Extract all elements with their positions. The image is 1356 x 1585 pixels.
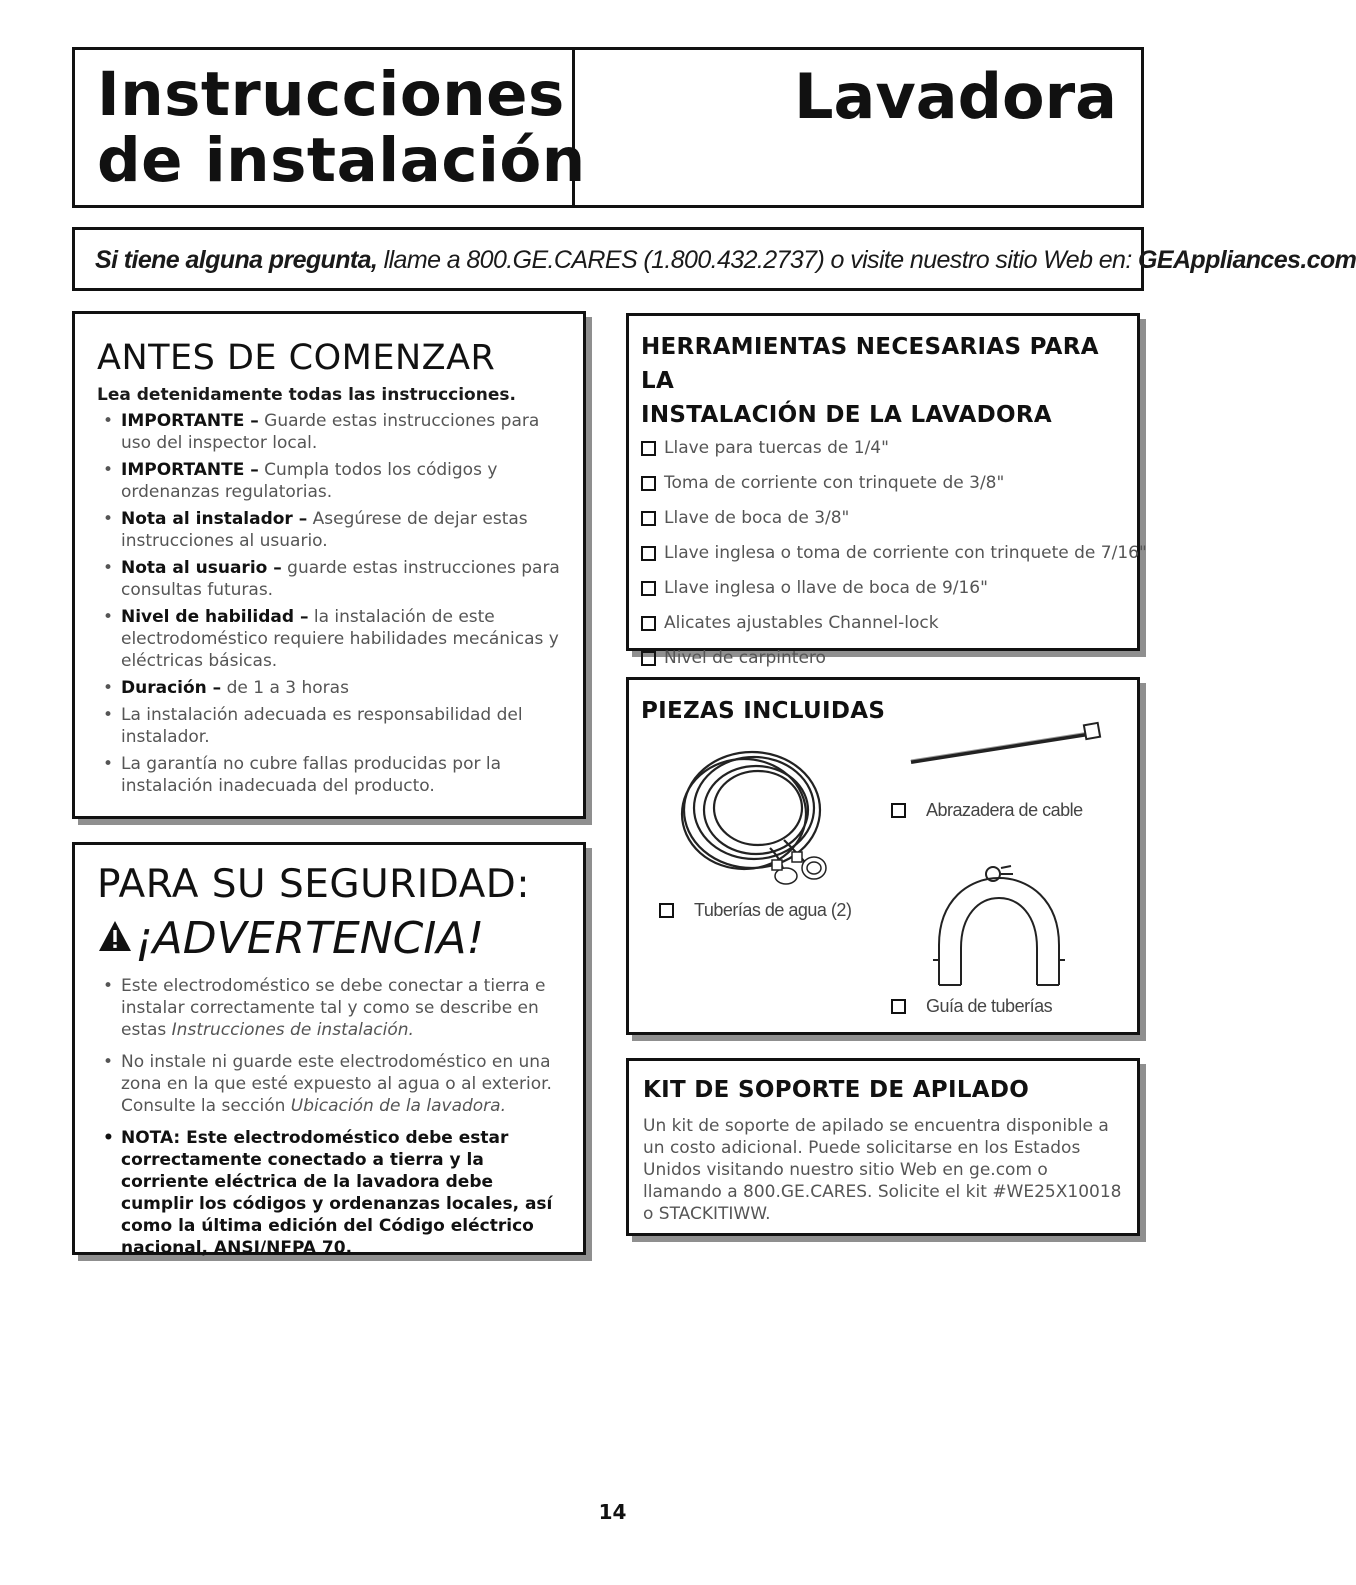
checkbox[interactable] [891,803,906,818]
tools-checklist [641,436,1147,670]
item-text: Este electrodoméstico se debe conectar a tierra e instalar correctamente tal y como se describe en estas [121,976,546,1040]
list-item [97,677,563,699]
warning-text: ¡ADVERTENCIA! [135,913,485,964]
cable-tie-image [909,712,1109,772]
header-divider [572,50,575,205]
section-body: Un kit de soporte de apilado se encuentra disponible a un costo adicional. Puede solicitarse en los Estados Unidos visitando nuestro sitio Web en ge.com o llamando a 800.GE.CARES. Solicite el kit #WE25X10018 o STACKITIWW. [643,1116,1122,1224]
checklist-item [641,646,1137,670]
water-hoses-image [674,740,854,885]
part-name: Guía de tuberías [926,996,1053,1016]
section-heading: ANTES DE COMENZAR [97,338,496,378]
bullet-list [97,410,563,797]
list-item [97,459,563,503]
section-lead: Lea detenidamente todas las instrucciones. [97,385,516,405]
checklist-item [641,436,1137,460]
checklist-item [641,506,1137,530]
item-text: Llave de boca de 3/8" [664,508,850,528]
checkbox[interactable] [641,441,656,456]
part-name: Abrazadera de cable [926,800,1083,820]
checkbox[interactable] [641,546,656,561]
warning-heading [97,911,563,967]
page-number: 14 [598,1500,627,1524]
item-text: guarde estas instrucciones para consultas futuras. [121,558,560,600]
list-item [97,753,563,797]
checklist-item [641,576,1137,600]
item-label: Duración – [121,678,222,698]
item-reference: Ubicación de la lavadora. [290,1096,506,1116]
item-text: No instale ni guarde este electrodoméstico en una zona en la que esté expuesto al agua o al exterior. Consulte la sección [121,1052,552,1116]
list-item [97,975,563,1041]
title-header [72,47,1144,208]
part-label-hose-guide [891,996,1052,1017]
part-name: Tuberías de agua (2) [694,900,852,920]
contact-text [95,244,1356,276]
item-text: Nivel de carpintero [664,648,826,668]
item-text: de 1 a 3 horas [221,678,349,698]
contact-bar [72,227,1356,291]
item-text: Llave inglesa o llave de boca de 9/16" [664,578,988,598]
safety-section [72,842,586,1258]
stacking-kit-section [626,1058,1140,1236]
item-text: Llave para tuercas de 1/4" [664,438,889,458]
item-label: IMPORTANTE – [121,460,259,480]
list-item [97,606,563,672]
checklist-item [641,611,1137,635]
list-item [97,557,563,601]
section-heading: PIEZAS INCLUIDAS [641,698,886,724]
item-text: la instalación de este electrodoméstico requiere habilidades mecánicas y eléctricas básicas. [121,607,559,671]
checklist-item [641,471,1137,495]
list-item [97,410,563,454]
contact-lead: Si tiene alguna pregunta, [95,246,378,274]
part-label-cable-tie [891,800,1083,821]
section-heading: KIT DE SOPORTE DE APILADO [643,1077,1030,1103]
title-line-1: Instrucciones [97,59,565,130]
item-label: Nota al instalador – [121,509,308,529]
item-label: Nota al usuario – [121,558,282,578]
bullet-list [97,975,563,1259]
checkbox[interactable] [641,581,656,596]
item-label: Nivel de habilidad – [121,607,309,627]
item-text: Asegúrese de dejar estas instrucciones al usuario. [121,509,528,551]
item-text: Guarde estas instrucciones para uso del inspector local. [121,411,540,453]
section-heading [641,330,1137,432]
heading-line-2: INSTALACIÓN DE LA LAVADORA [641,402,1052,428]
checkbox[interactable] [641,651,656,666]
item-text: Toma de corriente con trinquete de 3/8" [664,473,1005,493]
before-you-begin-section [72,311,586,819]
checklist-item [641,541,1147,565]
item-text: Alicates ajustables Channel-lock [664,613,939,633]
section-heading: PARA SU SEGURIDAD: [97,862,530,907]
included-parts-section [626,677,1140,1035]
warning-triangle-icon [97,911,133,967]
list-item [97,508,563,552]
list-item: • NOTA: Este electrodoméstico debe estar correctamente conectado a tierra y la corriente eléctrica de la lavadora debe cumplir los códigos y ordenanzas locales, así como la última edición del Código eléctrico nacional, ANSI/NFPA 70. [97,1127,563,1259]
item-label: IMPORTANTE – [121,411,259,431]
contact-website: GEAppliances.com [1138,246,1356,274]
doc-title [97,59,586,196]
item-text: La instalación adecuada es responsabilidad del instalador. [121,705,523,747]
checkbox[interactable] [641,616,656,631]
part-label-hoses [659,900,851,921]
checkbox[interactable] [641,476,656,491]
item-text: Cumpla todos los códigos y ordenanzas regulatorias. [121,460,498,502]
list-item [97,704,563,748]
product-name: Lavadora [794,60,1117,133]
checkbox[interactable] [891,999,906,1014]
checkbox[interactable] [659,903,674,918]
title-line-2: de instalación [97,125,586,196]
hose-guide-image [919,860,1079,990]
heading-line-1: HERRAMIENTAS NECESARIAS PARA LA [641,334,1099,394]
item-text: Llave inglesa o toma de corriente con trinquete de 7/16" [664,543,1147,563]
item-reference: Instrucciones de instalación. [171,1020,414,1040]
contact-body: llame a 800.GE.CARES (1.800.432.2737) o visite nuestro sitio Web en: [377,246,1139,274]
list-item [97,1051,563,1117]
item-text: La garantía no cubre fallas producidas por la instalación inadecuada del producto. [121,754,502,796]
tools-section [626,313,1147,668]
checkbox[interactable] [641,511,656,526]
